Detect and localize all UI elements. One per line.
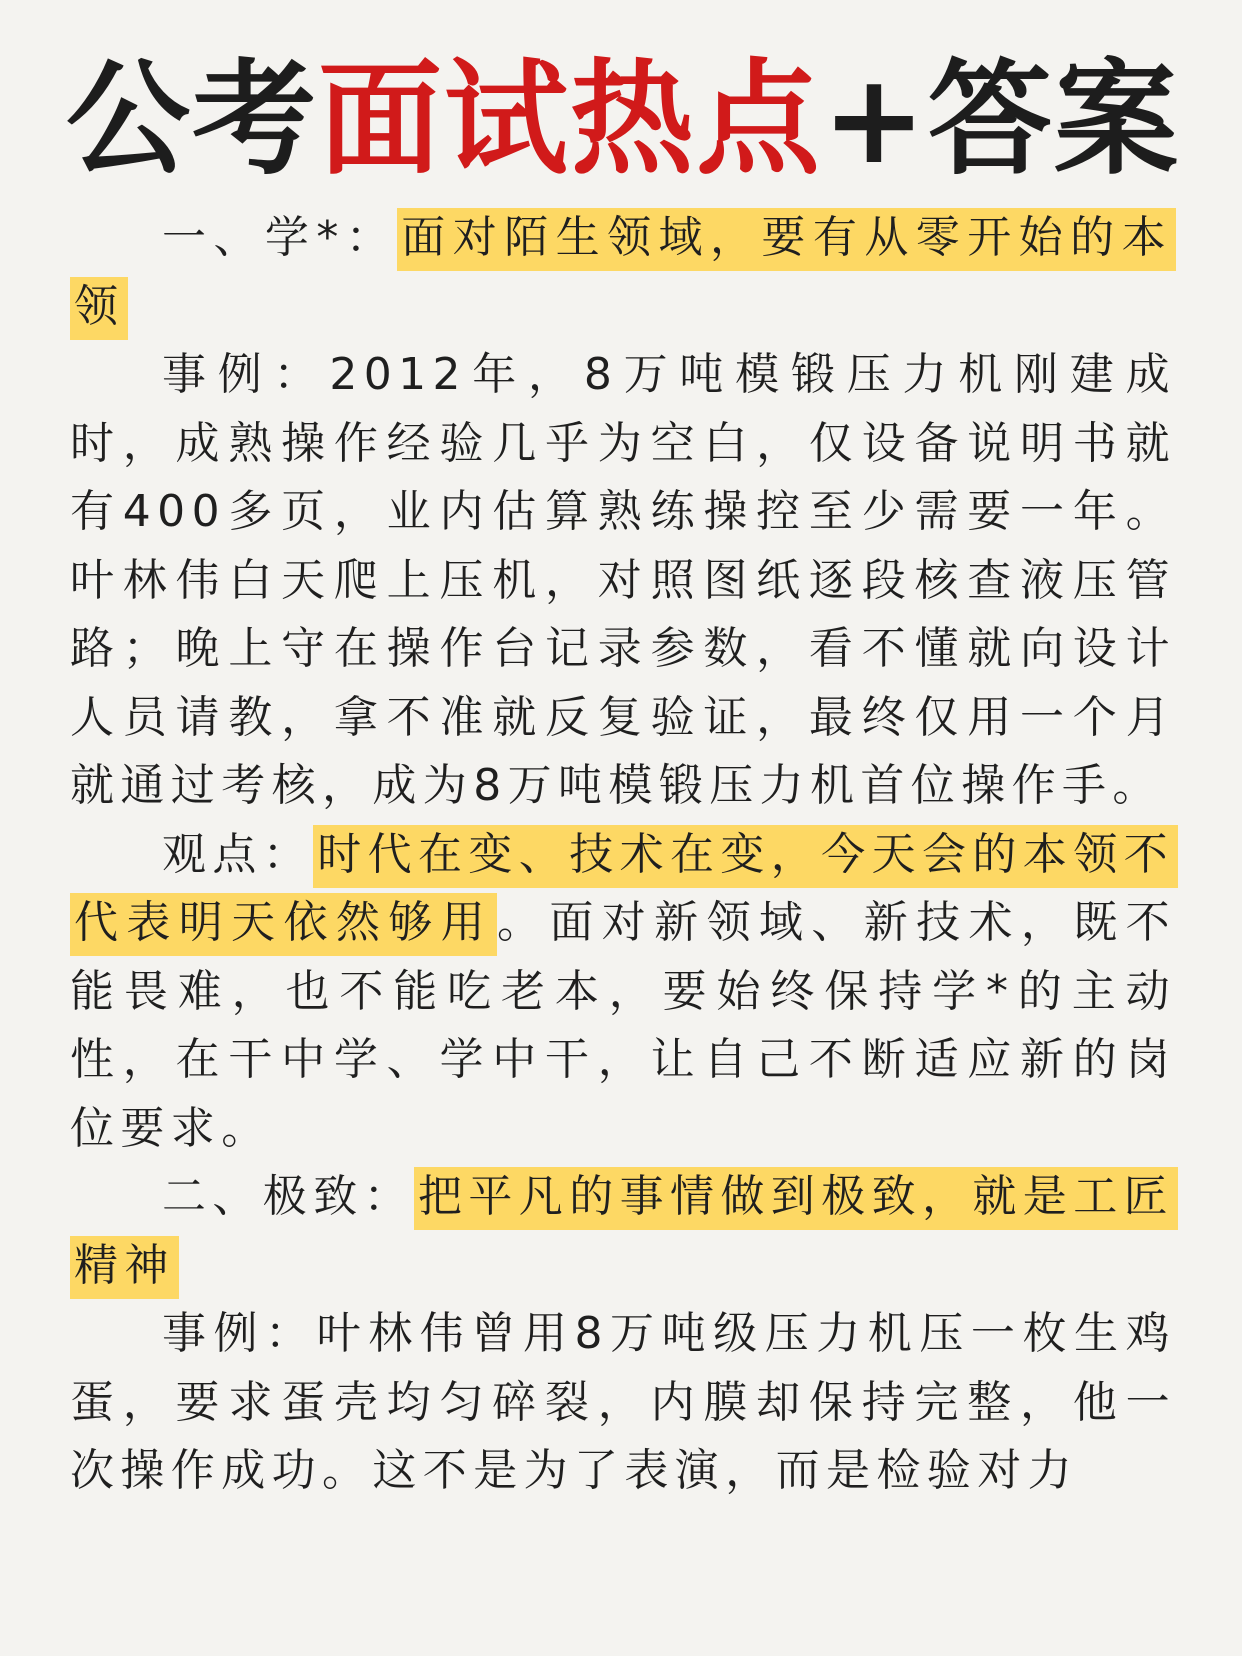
section-1-viewpoint-label: 观点： [162,828,314,880]
section-1-example [70,341,1176,821]
section-2-heading [70,1163,1176,1300]
section-2-example-text: 事例：叶林伟曾用8万吨级压力机压一枚生鸡蛋，要求蛋壳均匀碎裂，内膜却保持完整，他一次操作成功。这不是为了表演，而是检验对力 [70,1308,1176,1496]
title-part-3: +答案 [822,48,1180,192]
section-1-heading [70,204,1176,341]
section-2-highlight: 把平凡的事情做到极致，就是工匠精神 [70,1167,1178,1299]
section-1-viewpoint [70,821,1176,1164]
section-1-viewpoint-text: 。面对新领域、新技术，既不能畏难，也不能吃老本，要始终保持学*的主动性，在干中学、学中干，让自己不断适应新的岗位要求。 [70,897,1177,1154]
title-part-2-highlighted: 面试热点 [318,48,823,192]
section-1-viewpoint-highlight: 时代在变、技术在变，今天会的本领不代表明天依然够用 [70,825,1178,957]
section-1-label: 一、学*： [162,212,398,263]
article-body [70,204,1176,1506]
title-part-1: 公考 [66,48,319,192]
section-2-label: 二、极致： [162,1171,414,1222]
section-1-example-text: 事例：2012年，8万吨模锻压力机刚建成时，成熟操作经验几乎为空白，仅设备说明书就有400多页，业内估算熟练操控至少需要一年。叶林伟白天爬上压机，对照图纸逐段核查液压管路；晚上守在操作台记录参数，看不懂就向设计人员请教，拿不准就反复验证，最终仅用一个月就通过考核，成为8万吨模锻压力机首位操作手。 [70,349,1176,811]
page-title [66,40,1180,200]
section-2-example [70,1300,1176,1506]
section-1-highlight: 面对陌生领域，要有从零开始的本领 [70,208,1176,340]
